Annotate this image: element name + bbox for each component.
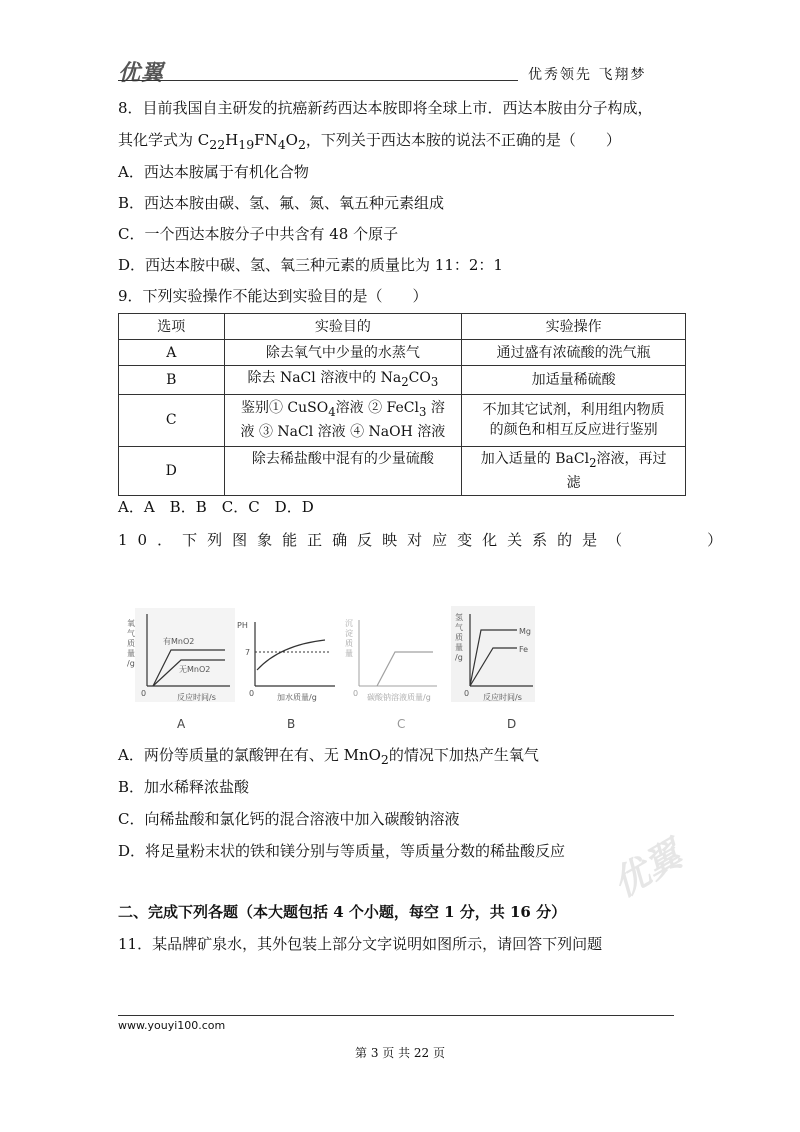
graph-a-origin: 0	[141, 689, 147, 698]
q8-option-a: A．西达本胺属于有机化合物	[118, 163, 309, 181]
header-slogan: 优秀领先 飞翔梦	[528, 67, 647, 83]
graph-b-curve	[257, 640, 325, 670]
header-operation: 实验操作	[462, 314, 686, 340]
purpose-text: 溶	[426, 400, 445, 417]
row-purpose	[224, 366, 462, 395]
q8-line2	[118, 130, 621, 155]
operation-text: 溶液，再过	[596, 450, 667, 467]
row-purpose: 除去氧气中少量的水蒸气	[224, 340, 462, 366]
graph-c-xlabel: 碳酸钠溶液质量/g	[367, 693, 431, 702]
graph-b-origin: 0	[249, 689, 255, 698]
graph-d-ylabel-char: 量	[455, 643, 463, 652]
graph-b-tick: 7	[245, 648, 251, 657]
formula-o: O	[285, 131, 298, 149]
graph-c-ylabel-char: 质	[345, 639, 353, 648]
graph-a-xlabel: 反应时间/s	[177, 693, 216, 702]
logo: 优翼	[118, 61, 165, 86]
header-option: 选项	[119, 314, 225, 340]
table-row	[119, 340, 686, 366]
row-operation: 通过盛有浓硫酸的洗气瓶	[462, 340, 686, 366]
table-row	[119, 366, 686, 395]
graph-c	[345, 619, 437, 731]
row-purpose: 除去稀盐酸中混有的少量硫酸	[224, 446, 462, 495]
operation-sub: 2	[589, 455, 597, 470]
graph-a	[127, 608, 235, 731]
formula-c-count: 22	[209, 137, 226, 152]
q9-table	[118, 313, 686, 496]
row-option: A	[119, 340, 225, 366]
graph-c-ylabel-char: 沉	[345, 619, 353, 628]
graph-a-background	[135, 608, 235, 702]
q10-graphs	[115, 600, 535, 740]
footer-url: www.youyi100.com	[118, 1019, 226, 1032]
option-sub: 2	[380, 752, 389, 767]
footer-rule	[118, 1015, 674, 1016]
purpose-line: 液 ③ NaCl 溶液 ④ NaOH 溶液	[240, 424, 446, 441]
q9-stem: 9．下列实验操作不能达到实验目的是（ ）	[118, 287, 428, 305]
graph-d-ylabel-char: /g	[455, 653, 463, 662]
graph-a-letter: A	[177, 717, 186, 731]
watermark: 优翼	[606, 834, 689, 906]
table-row	[119, 394, 686, 446]
graph-a-ylabel-char: 氧	[127, 619, 135, 628]
graph-c-letter: C	[397, 717, 406, 731]
graph-d-letter: D	[507, 717, 517, 731]
purpose-text: 溶液 ② FeCl	[335, 400, 419, 417]
graph-b-letter: B	[287, 717, 296, 731]
row-option: D	[119, 446, 225, 495]
graph-a-series-label: 有MnO2	[163, 637, 195, 646]
graph-d-xlabel: 反应时间/s	[483, 693, 522, 702]
table-row	[119, 446, 686, 495]
graph-d-background	[451, 606, 535, 702]
graph-a-ylabel-char: /g	[127, 659, 135, 668]
graph-c-ylabel-char: 淀	[345, 629, 353, 638]
formula-h-count: 19	[238, 137, 255, 152]
graph-d-ylabel-char: 气	[455, 623, 463, 632]
operation-line: 不加其它试剂，利用组内物质	[482, 402, 665, 419]
purpose-text: CO	[408, 370, 431, 386]
page-number: 第 3 页 共 22 页	[355, 1046, 445, 1060]
table-header-row	[119, 314, 686, 340]
header-purpose: 实验目的	[224, 314, 462, 340]
operation-line: 滤	[566, 474, 581, 491]
graph-b	[237, 621, 335, 731]
q8-formula-prefix: 其化学式为 C	[118, 131, 210, 149]
q9-answers: A．A B．B C．C D．D	[118, 498, 314, 516]
purpose-text: 鉴别① CuSO	[240, 400, 329, 417]
purpose-sub: 4	[328, 405, 336, 420]
purpose-text: 除去 NaCl 溶液中的 Na	[247, 370, 402, 386]
q11-stem: 11．某品牌矿泉水，其外包装上部分文字说明如图所示，请回答下列问题	[118, 935, 603, 953]
row-purpose	[224, 394, 462, 446]
purpose-sub: 3	[430, 374, 439, 389]
operation-line	[466, 449, 681, 473]
formula-n-count: 4	[277, 137, 286, 152]
q10-option-b: B．加水稀释浓盐酸	[118, 778, 250, 796]
graph-d-ylabel-char: 氢	[455, 613, 463, 622]
q8-option-b: B．西达本胺由碳、氢、氟、氮、氧五种元素组成	[118, 194, 445, 212]
purpose-sub: 2	[401, 374, 409, 389]
graph-a-ylabel-char: 质	[127, 639, 135, 648]
purpose-line	[229, 398, 458, 422]
q8-line2-suffix: ，下列关于西达本胺的说法不正确的是（ ）	[305, 131, 621, 149]
q10-option-d: D．将足量粉末状的铁和镁分别与等质量，等质量分数的稀盐酸反应	[118, 842, 566, 860]
row-option: B	[119, 366, 225, 395]
graph-d-series-label: Mg	[519, 627, 531, 636]
q10-option-a	[118, 745, 539, 770]
row-operation	[462, 446, 686, 495]
graph-d-origin: 0	[464, 689, 470, 698]
graph-c-origin: 0	[353, 689, 359, 698]
graph-a-ylabel-char: 气	[127, 629, 135, 638]
purpose-sub: 3	[418, 405, 427, 420]
q10-option-c: C．向稀盐酸和氯化钙的混合溶液中加入碳酸钠溶液	[118, 810, 460, 828]
row-option: C	[119, 394, 225, 446]
graph-b-ylabel: PH	[237, 621, 248, 630]
graph-d-ylabel-char: 质	[455, 633, 463, 642]
row-operation	[462, 394, 686, 446]
operation-text: 加入适量的 BaCl	[480, 450, 590, 467]
graph-a-series-label: 无MnO2	[179, 665, 211, 674]
graph-c-line	[377, 652, 433, 686]
graph-a-ylabel-char: 量	[127, 649, 135, 658]
q8-line1: 8．目前我国自主研发的抗癌新药西达本胺即将全球上市．西达本胺由分子构成，	[118, 99, 653, 117]
header-rule	[118, 80, 518, 81]
graph-b-xlabel: 加水质量/g	[277, 693, 317, 702]
row-operation: 加适量稀硫酸	[462, 366, 686, 395]
q8-option-c: C．一个西达本胺分子中共含有 48 个原子	[118, 225, 399, 243]
option-text: A．两份等质量的氯酸钾在有、无 MnO	[118, 746, 381, 764]
section2-title: 二、完成下列各题（本大题包括 4 个小题，每空 1 分，共 16 分）	[118, 903, 567, 921]
graph-d	[451, 606, 535, 731]
q8-option-d: D．西达本胺中碳、氢、氧三种元素的质量比为 11：2：1	[118, 256, 503, 274]
graph-c-ylabel-char: 量	[345, 649, 353, 658]
formula-h: H	[225, 131, 239, 149]
formula-fn: FN	[254, 131, 278, 149]
graph-d-series-label: Fe	[519, 645, 529, 654]
formula-o-count: 2	[297, 137, 306, 152]
q10-stem: 10．下列图象能正确反映对应变化关系的是（ ）	[118, 531, 733, 549]
operation-line: 的颜色和相互反应进行鉴别	[489, 422, 658, 439]
option-text: 的情况下加热产生氧气	[388, 746, 539, 764]
